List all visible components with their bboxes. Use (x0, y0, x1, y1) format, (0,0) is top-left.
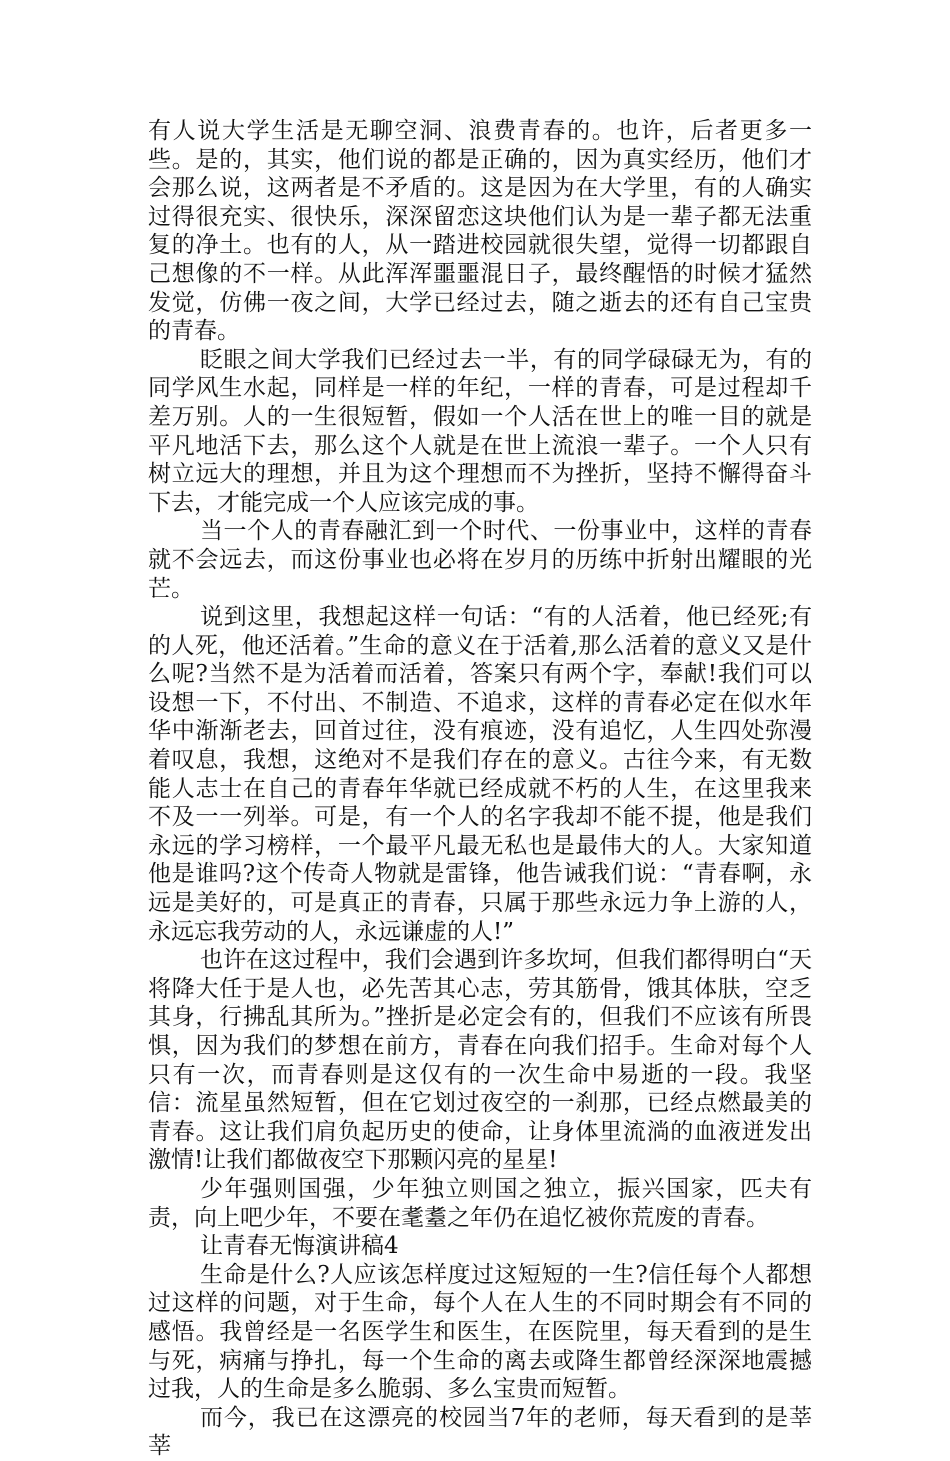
paragraph-3: 当一个人的青春融汇到一个时代、一份事业中，这样的青春就不会远去，而这份事业也必将在岁月的历练中折射出耀眼的光芒。 (148, 518, 812, 602)
paragraph-2: 眨眼之间大学我们已经过去一半，有的同学碌碌无为，有的同学风生水起，同样是一样的年纪，一样的青春，可是过程却千差万别。人的一生很短暂，假如一个人活在世上的唯一目的就是平凡地活下去，那么这个人就是在世上流浪一辈子。一个人只有树立远大的理想，并且为这个理想而不为挫折，坚持不懈得奋斗下去，才能完成一个人应该完成的事。 (148, 346, 812, 516)
document-body (148, 117, 812, 1461)
paragraph-6: 少年强则国强，少年独立则国之独立，振兴国家，匹夫有责，向上吧少年，不要在耄耋之年仍在追忆被你荒废的青春。 (148, 1175, 812, 1231)
paragraph-1: 有人说大学生活是无聊空洞、浪费青春的。也许，后者更多一些。是的，其实，他们说的都是正确的，因为真实经历，他们才会那么说，这两者是不矛盾的。这是因为在大学里，有的人确实过得很充实、很快乐，深深留恋这块他们认为是一辈子都无法重复的净土。也有的人，从一踏进校园就很失望，觉得一切都跟自己想像的不一样。从此浑浑噩噩混日子，最终醒悟的时候才猛然发觉，仿佛一夜之间，大学已经过去，随之逝去的还有自己宝贵的青春。 (148, 118, 812, 345)
paragraph-7: 生命是什么?人应该怎样度过这短短的一生?信任每个人都想过这样的问题，对于生命，每个人在人生的不同时期会有不同的感悟。我曾经是一名医学生和医生，在医院里，每天看到的是生与死，病痛与挣扎，每一个生命的离去或降生都曾经深深地震撼过我，人的生命是多么脆弱、多么宝贵而短暂。 (148, 1261, 812, 1403)
paragraph-5: 也许在这过程中，我们会遇到许多坎坷，但我们都得明白“天将降大任于是人也，必先苦其心志，劳其筋骨，饿其体肤，空乏其身，行拂乱其所为。”挫折是必定会有的，但我们不应该有所畏惧，因为我们的梦想在前方，青春在向我们招手。生命对每个人只有一次，而青春则是这仅有的一次生命中易逝的一段。我坚信：流星虽然短暂，但在它划过夜空的一刹那，已经点燃最美的青春。这让我们肩负起历史的使命，让身体里流淌的血液迸发出激情!让我们都做夜空下那颗闪亮的星星! (148, 947, 812, 1174)
paragraph-4: 说到这里，我想起这样一句话：“有的人活着，他已经死;有的人死，他还活着。”生命的意义在于活着,那么活着的意义又是什么呢?当然不是为活着而活着，答案只有两个字，奉献!我们可以设想一下，不付出、不制造、不追求，这样的青春必定在似水年华中渐渐老去，回首过往，没有痕迹，没有追忆，人生四处弥漫着叹息，我想，这绝对不是我们存在的意义。古往今来，有无数能人志士在自己的青春年华就已经成就不朽的人生，在这里我来不及一一列举。可是，有一个人的名字我却不能不提，他是我们永远的学习榜样，一个最平凡最无私也是最伟大的人。大家知道他是谁吗?这个传奇人物就是雷锋，他告诫我们说：“青春啊，永远是美好的，可是真正的青春，只属于那些永远力争上游的人，永远忘我劳动的人，永远谦虚的人!” (148, 604, 812, 945)
section-heading: 让青春无悔演讲稿4 (200, 1233, 399, 1260)
paragraph-8: 而今，我已在这漂亮的校园当7年的老师，每天看到的是莘莘 (148, 1404, 812, 1460)
